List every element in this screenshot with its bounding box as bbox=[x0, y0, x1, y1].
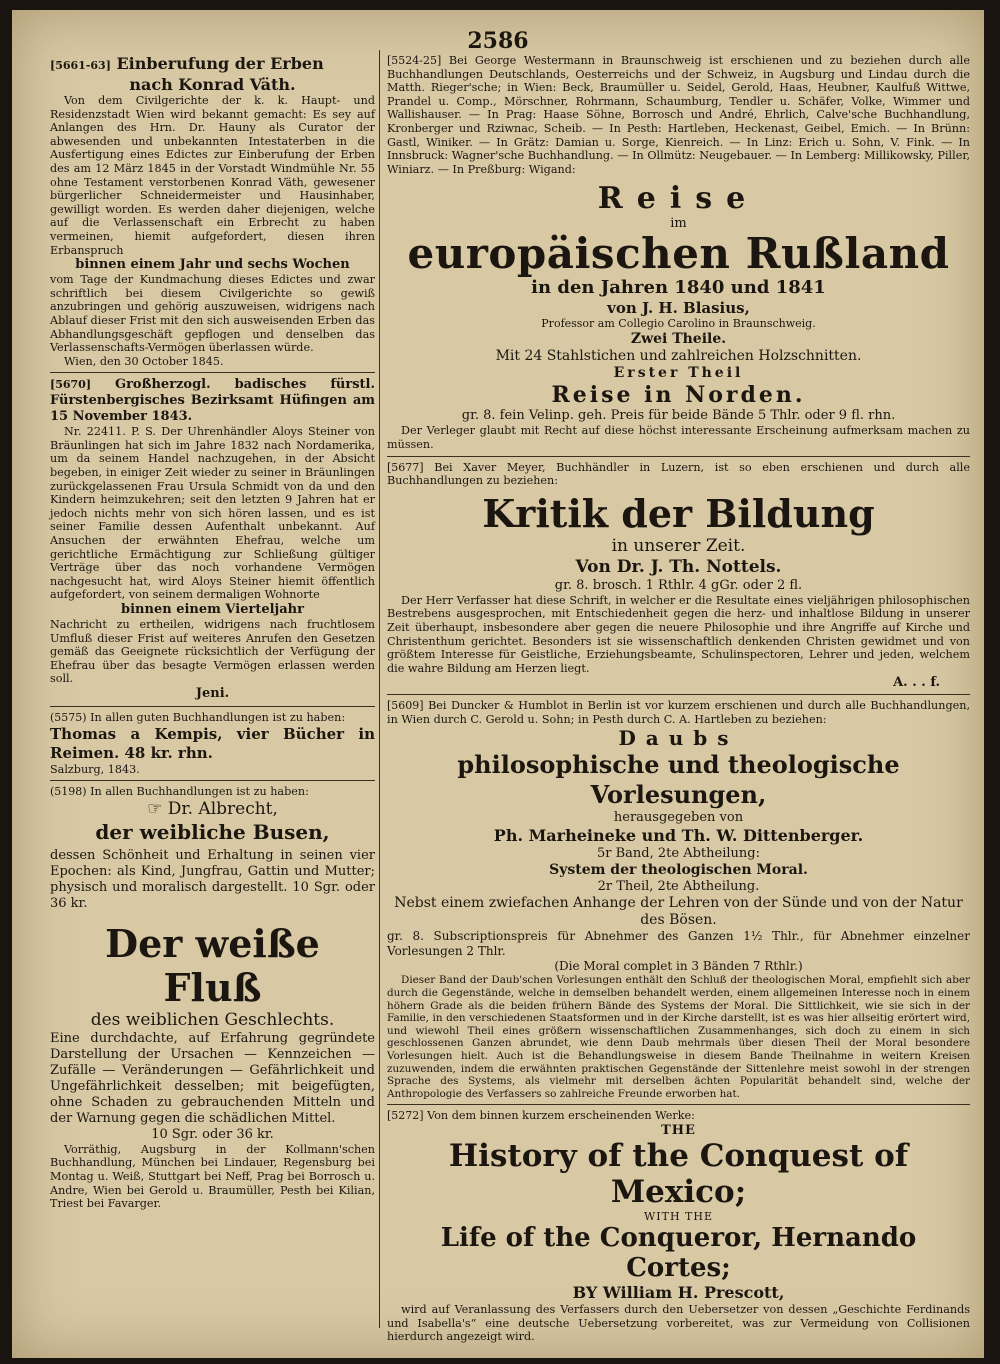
book-complete-price: (Die Moral complet in 3 Bänden 7 Rthlr.) bbox=[554, 959, 803, 974]
book-title: Kritik der Bildung bbox=[482, 490, 875, 536]
ad-kempis bbox=[50, 711, 375, 776]
ad-author: ☞ Dr. Albrecht, bbox=[147, 798, 278, 819]
book-title: History of the Conquest of Mexico; bbox=[448, 1138, 909, 1210]
book-title-im: im bbox=[670, 216, 687, 232]
ad-ref: [5609] bbox=[387, 699, 424, 713]
book-author: BY William H. Prescott, bbox=[572, 1283, 785, 1302]
book-editor-label: herausgegeben von bbox=[613, 810, 744, 826]
book-the: THE bbox=[661, 1123, 696, 1138]
notice-title: Großherzogl. badisches fürstl. Fürstenbergisches Bezirksamt Hüfingen am 15 November 1843. bbox=[50, 377, 375, 425]
notice-body-2: Nachricht zu ertheilen, widrigens nach fruchtlosem Umfluß dieser Frist auf weiteres Anrufen den Gesetzen gemäß das Geeignete rücksichtlich der Verfügung der Ehefrau über das besagte Vermögen erlassen werden soll. bbox=[50, 618, 375, 686]
book-years: in den Jahren 1840 und 1841 bbox=[531, 277, 826, 299]
ad-body-2: Eine durchdachte, auf Erfahrung gegründete Darstellung der Ursachen — Kennzeichen — Zufälle — Veränderungen — Gefährlichkeit und Ungefährlichkeit desselben; mit beigefügten, ohne Schaden zu gebrauchenden Mitteln und der Warnung gegen die schädlichen Mittel. bbox=[50, 1030, 375, 1126]
ad-intro: Bei Duncker & Humblot in Berlin ist vor kurzem erschienen und durch alle Buchhandlungen, in Wien durch C. Gerold u. Sohn; in Pesth durch C. A. Hartleben zu beziehen: bbox=[387, 699, 971, 726]
ad-price-2: 10 Sgr. oder 36 kr. bbox=[151, 1126, 274, 1142]
book-note: wird auf Veranlassung des Verfassers durch den Uebersetzer von dessen „Geschichte Ferdinands und Isabella's“ eine deutsche Uebersetzung vorbereitet, was zur Vermeidung von Collisionen hierdurch angezeigt wird. bbox=[387, 1303, 970, 1344]
book-part: 2r Theil, 2te Abtheilung. bbox=[597, 879, 760, 895]
book-author: Von Dr. J. Th. Nottels. bbox=[575, 556, 782, 577]
book-appendix: Nebst einem zwiefachen Anhange der Lehren von der Sünde und von der Natur des Bösen. bbox=[394, 895, 963, 929]
notice-date: Wien, den 30 October 1845. bbox=[64, 354, 224, 368]
ad-prescott bbox=[387, 1109, 970, 1343]
book-volume: 5r Band, 2te Abtheilung: bbox=[597, 846, 760, 862]
notice-signature: Jeni. bbox=[195, 685, 230, 701]
ad-title-2: Der weiße Fluß bbox=[105, 920, 320, 1010]
book-subtitle: in unserer Zeit. bbox=[611, 535, 746, 556]
ad-albrecht bbox=[50, 785, 375, 1211]
book-editors: Ph. Marheineke und Th. W. Dittenberger. bbox=[493, 826, 864, 846]
book-with: WITH THE bbox=[643, 1210, 714, 1223]
book-description: Dieser Band der Daub'schen Vorlesungen enthält den Schluß der theologischen Moral, empfiehlt sich aber durch die Gegenstände, welche in demselben behandelt werden, einem allgemeinen Interesse noch in einem höhern Grade als die beiden frühern Bände des Systems der Moral. Die Sittlichkeit, wie sie sich in der Familie, in den verschiedenen Staatsformen und in der Kirche darstellt, ist es was hier allseitig erörtert wird, und wiewohl Theil eines größern wissenschaftlichen Zusammenhanges, sich doch zu einem in sich geschlossenen Ganzen abrundet, wie denn Daub mehrmals über diesen Theil der Moral besondere Vorlesungen hielt. Auch ist die Behandlungsweise in diesem Bande Theilnahme in weitern Kreisen zuzuwenden, indem die erwähnten praktischen Gegenstände der Sittenlehre meist sowohl in der strengen Sprache des Systems, als vielmehr mit derselben ächten Popularität behandelt sind, welche der Anthropologie des Verfassers so zahlreiche Freunde erworben hat. bbox=[387, 974, 970, 1100]
book-author-role: Professor am Collegio Carolino in Braunschweig. bbox=[541, 317, 816, 331]
ad-body: dessen Schönheit und Erhaltung in seinen vier Epochen: als Kind, Jungfrau, Gattin und Mutter; physisch und moralisch dargestellt. 10 Sgr. oder 36 kr. bbox=[50, 847, 375, 911]
book-illustrations: Mit 24 Stahlstichen und zahlreichen Holzschnitten. bbox=[495, 348, 862, 365]
ad-intro: Bei George Westermann in Braunschweig ist erschienen und zu beziehen durch alle Buchhandlungen Deutschlands, Oesterreichs und der Schweiz, in Augsburg und Lindau durch die Matth. Rieger'sche; in Wien: Beck, Braumüller u. Seidel, Gerold, Haas, Heubner, Kaulfuß Wittwe, Prandel u. Comp., Mörschner, Rohrmann, Schaumburg, Tendler u. Schäfer, Volke, Wimmer und Wallishauser. — In Prag: Haase Söhne, Borrosch und André, Ehrlich, Calve'sche Buchhandlung, Kronberger und Rziwnac, Scheib. — In Pesth: Hartleben, Heckenast, Geibel, Emich. — In Brünn: Gastl, Winiker. — In Grätz: Damian u. Sorge, Kienreich. — In Linz: Erich u. Sohn, V. Fink. — In Innsbruck: Wagner'sche Buchhandlung. — In Ollmütz: Neugebauer. — In Lemberg: Millikowsky, Piller, Winiarz. — In Preßburg: Wigand: bbox=[387, 54, 970, 176]
ad-retailers: Vorräthig, Augsburg in der Kollmann'schen Buchhandlung, München bei Lindauer, Regensburg bei Montag u. Weiß, Stuttgart bei Neff, Prag bei Borrosch u. Andre, Wien bei Gerold u. Braumüller, Pesth bei Kilian, Triest bei Favarger. bbox=[50, 1142, 375, 1211]
book-part: Erster Theil bbox=[613, 365, 744, 382]
ad-daub bbox=[387, 699, 970, 1100]
ad-subtitle-2: des weiblichen Geschlechts. bbox=[90, 1009, 335, 1030]
divider bbox=[387, 456, 970, 457]
ad-intro: Von dem binnen kurzem erscheinenden Werke: bbox=[427, 1109, 695, 1123]
notice-body: Nr. 22411. P. S. Der Uhrenhändler Aloys Steiner von Bräunlingen hat sich im Jahre 1832 nach Nordamerika, um da seinem Handel nachzugehen, in der Absicht begeben, in einiger Zeit wieder zu seiner in Bräunlingen zurückgelassenen Frau Ursula Schmidt von da und den Kindern heimzukehren; seit den letzten 9 Jahren hat er jedoch nichts mehr von sich hören lassen, und es ist seiner Familie dessen Aufenthalt unbekannt. Auf Ansuchen der erwähnten Ehefrau, welche um gerichtliche Ermächtigung zur Schließung gültiger Verträge über das noch vorhandene Vermögen nachgesucht hat, wird Aloys Steiner hiemit öffentlich aufgefordert, von seinem dermaligen Wohnorte bbox=[50, 425, 375, 602]
ad-place: Salzburg, 1843. bbox=[50, 762, 140, 776]
notice-body-2: vom Tage der Kundmachung dieses Edictes und zwar schriftlich bei diesem Civilgerichte so gewiß anzubringen und gehörig auszuweisen, widrigens nach Ablauf dieser Frist mit den sich ausweisenden Erben das Abhandlungsgeschäft gepflogen und denselben das Verlassenschafts-Vermögen überlassen würde. bbox=[50, 273, 375, 355]
ad-intro: In allen Buchhandlungen ist zu haben: bbox=[90, 785, 309, 799]
ad-blasius bbox=[387, 54, 970, 452]
book-description: Der Herr Verfasser hat diese Schrift, in welcher er die Resultate eines vieljährigen philosophischen Bestrebens ausgesprochen, mit Entschiedenheit gegen die herz- und inhaltlose Bildung in unserer Zeit überhaupt, insbesondere aber gegen die neuere Philosophie und ihre Angriffe auf Kirche und Christenthum gerichtet. Besonders ist sie wissenschaftlich denkenden Christen gewidmet und von größtem Interesse für Geistliche, Erziehungsbeamte, Schulinspectoren, Lehrer und jeden, welchem die wahre Bildung am Herzen liegt. bbox=[387, 593, 970, 675]
ad-kritik bbox=[387, 461, 970, 691]
notice-deadline: binnen einem Jahr und sechs Wochen bbox=[75, 257, 350, 273]
book-author: von J. H. Blasius, bbox=[607, 299, 750, 318]
divider bbox=[387, 694, 970, 695]
book-title: philosophische und theologische Vorlesungen, bbox=[457, 750, 900, 810]
ad-ref: [5524-25] bbox=[387, 54, 442, 67]
ad-intro: Bei Xaver Meyer, Buchhändler in Luzern, ist so eben erschienen und durch alle Buchhandlungen zu beziehen: bbox=[387, 460, 971, 488]
book-volumes: Zwei Theile. bbox=[630, 331, 727, 348]
column-divider bbox=[379, 50, 380, 1328]
book-author-daub: Daubs bbox=[618, 726, 739, 751]
notice-title: Einberufung der Erben bbox=[116, 54, 324, 73]
book-title-main: europäischen Rußland bbox=[407, 229, 950, 279]
book-price: gr. 8. brosch. 1 Rthlr. 4 gGr. oder 2 fl. bbox=[554, 577, 803, 593]
page-number: 2586 bbox=[467, 28, 529, 54]
ad-title: der weibliche Busen, bbox=[95, 819, 330, 844]
divider bbox=[50, 780, 375, 781]
notice-ref: [5661-63] bbox=[50, 59, 111, 72]
left-column bbox=[50, 54, 375, 1328]
ad-ref: (5575) bbox=[50, 710, 87, 724]
book-subtitle: Life of the Conqueror, Hernando Cortes; bbox=[440, 1223, 917, 1283]
ad-signature: A. . . f. bbox=[893, 675, 940, 691]
newspaper-page bbox=[12, 10, 984, 1358]
book-part-title: Reise in Norden. bbox=[551, 382, 806, 409]
ad-ref: [5677] bbox=[387, 460, 424, 474]
ad-ref: [5272] bbox=[387, 1109, 424, 1123]
notice-vaeth bbox=[50, 54, 375, 368]
notice-ref: [5670] bbox=[50, 378, 92, 392]
notice-title-line2: nach Konrad Väth. bbox=[129, 75, 296, 94]
book-note: Der Verleger glaubt mit Recht auf diese höchst interessante Erscheinung aufmerksam machen zu müssen. bbox=[387, 424, 970, 451]
divider bbox=[50, 706, 375, 707]
book-price: gr. 8. Subscriptionspreis für Abnehmer des Ganzen 1½ Thlr., für Abnehmer einzelner Vorlesungen 2 Thlr. bbox=[387, 929, 970, 959]
right-column bbox=[387, 54, 971, 1344]
notice-deadline: binnen einem Vierteljahr bbox=[121, 602, 304, 617]
divider bbox=[387, 1104, 970, 1105]
ad-intro: In allen guten Buchhandlungen ist zu haben: bbox=[90, 710, 346, 724]
ad-title: Thomas a Kempis, vier Bücher in Reimen. 48 kr. rhn. bbox=[50, 724, 375, 762]
book-price: gr. 8. fein Velinp. geh. Preis für beide Bände 5 Thlr. oder 9 fl. rhn. bbox=[461, 408, 896, 424]
notice-body: Von dem Civilgerichte der k. k. Haupt- und Residenzstadt Wien wird bekannt gemacht: Es sey auf Anlangen des Hrn. Dr. Hauny als Curator der abwesenden und unbekannten Intestaterben in die Ausfertigung eines Edictes zur Einberufung der Erben des am 12 März 1845 in der Vorstadt Windmühle Nr. 55 ohne Testament verstorbenen Konrad Väth, gewesener bürgerlicher Schneidermeister und Hausinhaber, gewilligt worden. Es werden daher diejenigen, welche auf die Verlassenschaft ein Erbrecht zu haben vermeinen, hiemit aufgefordert, diesen ihren Erbanspruch bbox=[50, 94, 375, 257]
ad-ref: (5198) bbox=[50, 785, 87, 799]
book-title-reise: Reise bbox=[597, 181, 760, 217]
notice-steiner bbox=[50, 377, 375, 702]
book-subject: System der theologischen Moral. bbox=[549, 862, 808, 879]
divider bbox=[50, 372, 375, 373]
